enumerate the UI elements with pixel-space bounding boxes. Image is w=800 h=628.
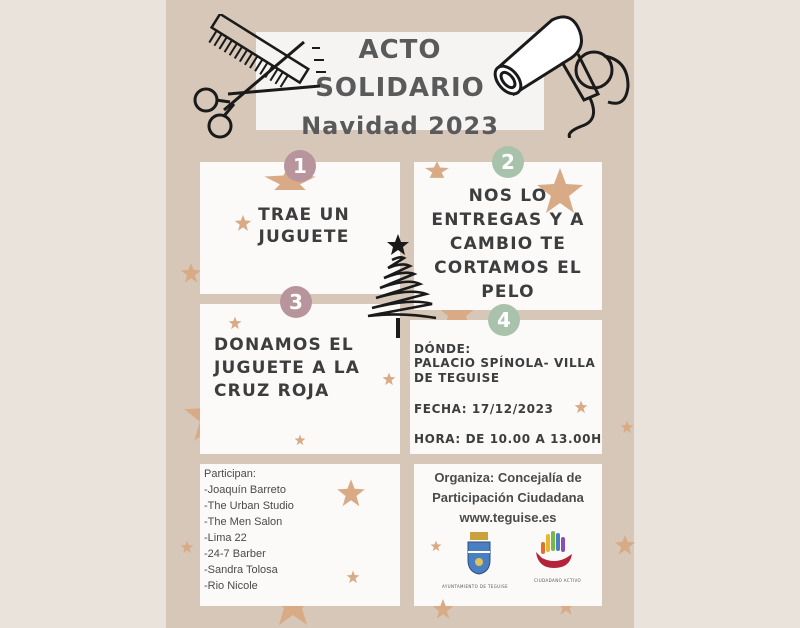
participants-heading: Participan: [204, 468, 256, 480]
star-icon [294, 434, 306, 446]
star-icon [336, 478, 366, 508]
step-1-number: 1 [284, 150, 316, 182]
participant-item: -The Men Salon [204, 516, 283, 528]
scissors-comb-icon [184, 14, 330, 148]
participant-item: -Sandra Tolosa [204, 564, 278, 576]
participant-item: -24-7 Barber [204, 548, 266, 560]
star-icon [574, 400, 588, 414]
municipal-crest-logo [464, 530, 494, 576]
christmas-tree-icon [356, 232, 440, 342]
time-text: HORA: DE 10.00 A 13.00H [414, 432, 602, 446]
star-icon [614, 534, 636, 556]
participant-item: -Lima 22 [204, 532, 247, 544]
participant-item: -Joaquín Barreto [204, 484, 286, 496]
citizen-caption: CIUDADANO ACTIVO [534, 578, 582, 583]
star-icon [180, 540, 194, 554]
star-icon [620, 420, 634, 434]
star-icon [430, 540, 442, 552]
step-2-text: NOS LO ENTREGAS Y A CAMBIO TE CORTAMOS EL PELO [431, 186, 585, 302]
title-line-2: SOLIDARIO [315, 73, 485, 103]
title-line-1: ACTO [358, 35, 442, 65]
star-icon [228, 316, 242, 330]
star-icon [424, 160, 450, 178]
star-icon [180, 262, 202, 284]
participant-item: -Rio Nicole [204, 580, 258, 592]
left-margin [0, 0, 166, 628]
right-margin [634, 0, 800, 628]
municipal-caption: AYUNTAMIENTO DE TEGUISE [442, 584, 508, 589]
step-3-number: 3 [280, 286, 312, 318]
location-label: DÓNDE: [414, 342, 471, 356]
participants-list [204, 466, 294, 594]
star-icon [432, 598, 454, 620]
citizen-participation-logo [532, 528, 576, 572]
date-text: FECHA: 17/12/2023 [414, 402, 554, 416]
hair-dryer-icon [488, 4, 634, 138]
step-3-text: DONAMOS EL JUGUETE A LA CRUZ ROJA [214, 335, 361, 401]
title-line-3: Navidad 2023 [301, 112, 499, 140]
step-2-number: 2 [492, 146, 524, 178]
location-value: PALACIO SPÍNOLA- VILLA DE TEGUISE [414, 356, 596, 385]
step-4-number: 4 [488, 304, 520, 336]
step-1-text: TRAE UN JUGUETE [258, 205, 350, 247]
website-link[interactable]: www.teguise.es [459, 510, 557, 525]
participant-item: -The Urban Studio [204, 500, 294, 512]
organizer-text: Organiza: Concejalía de Participación Ciudadana www.teguise.es [414, 468, 602, 528]
star-icon [382, 372, 396, 386]
star-icon [346, 570, 360, 584]
